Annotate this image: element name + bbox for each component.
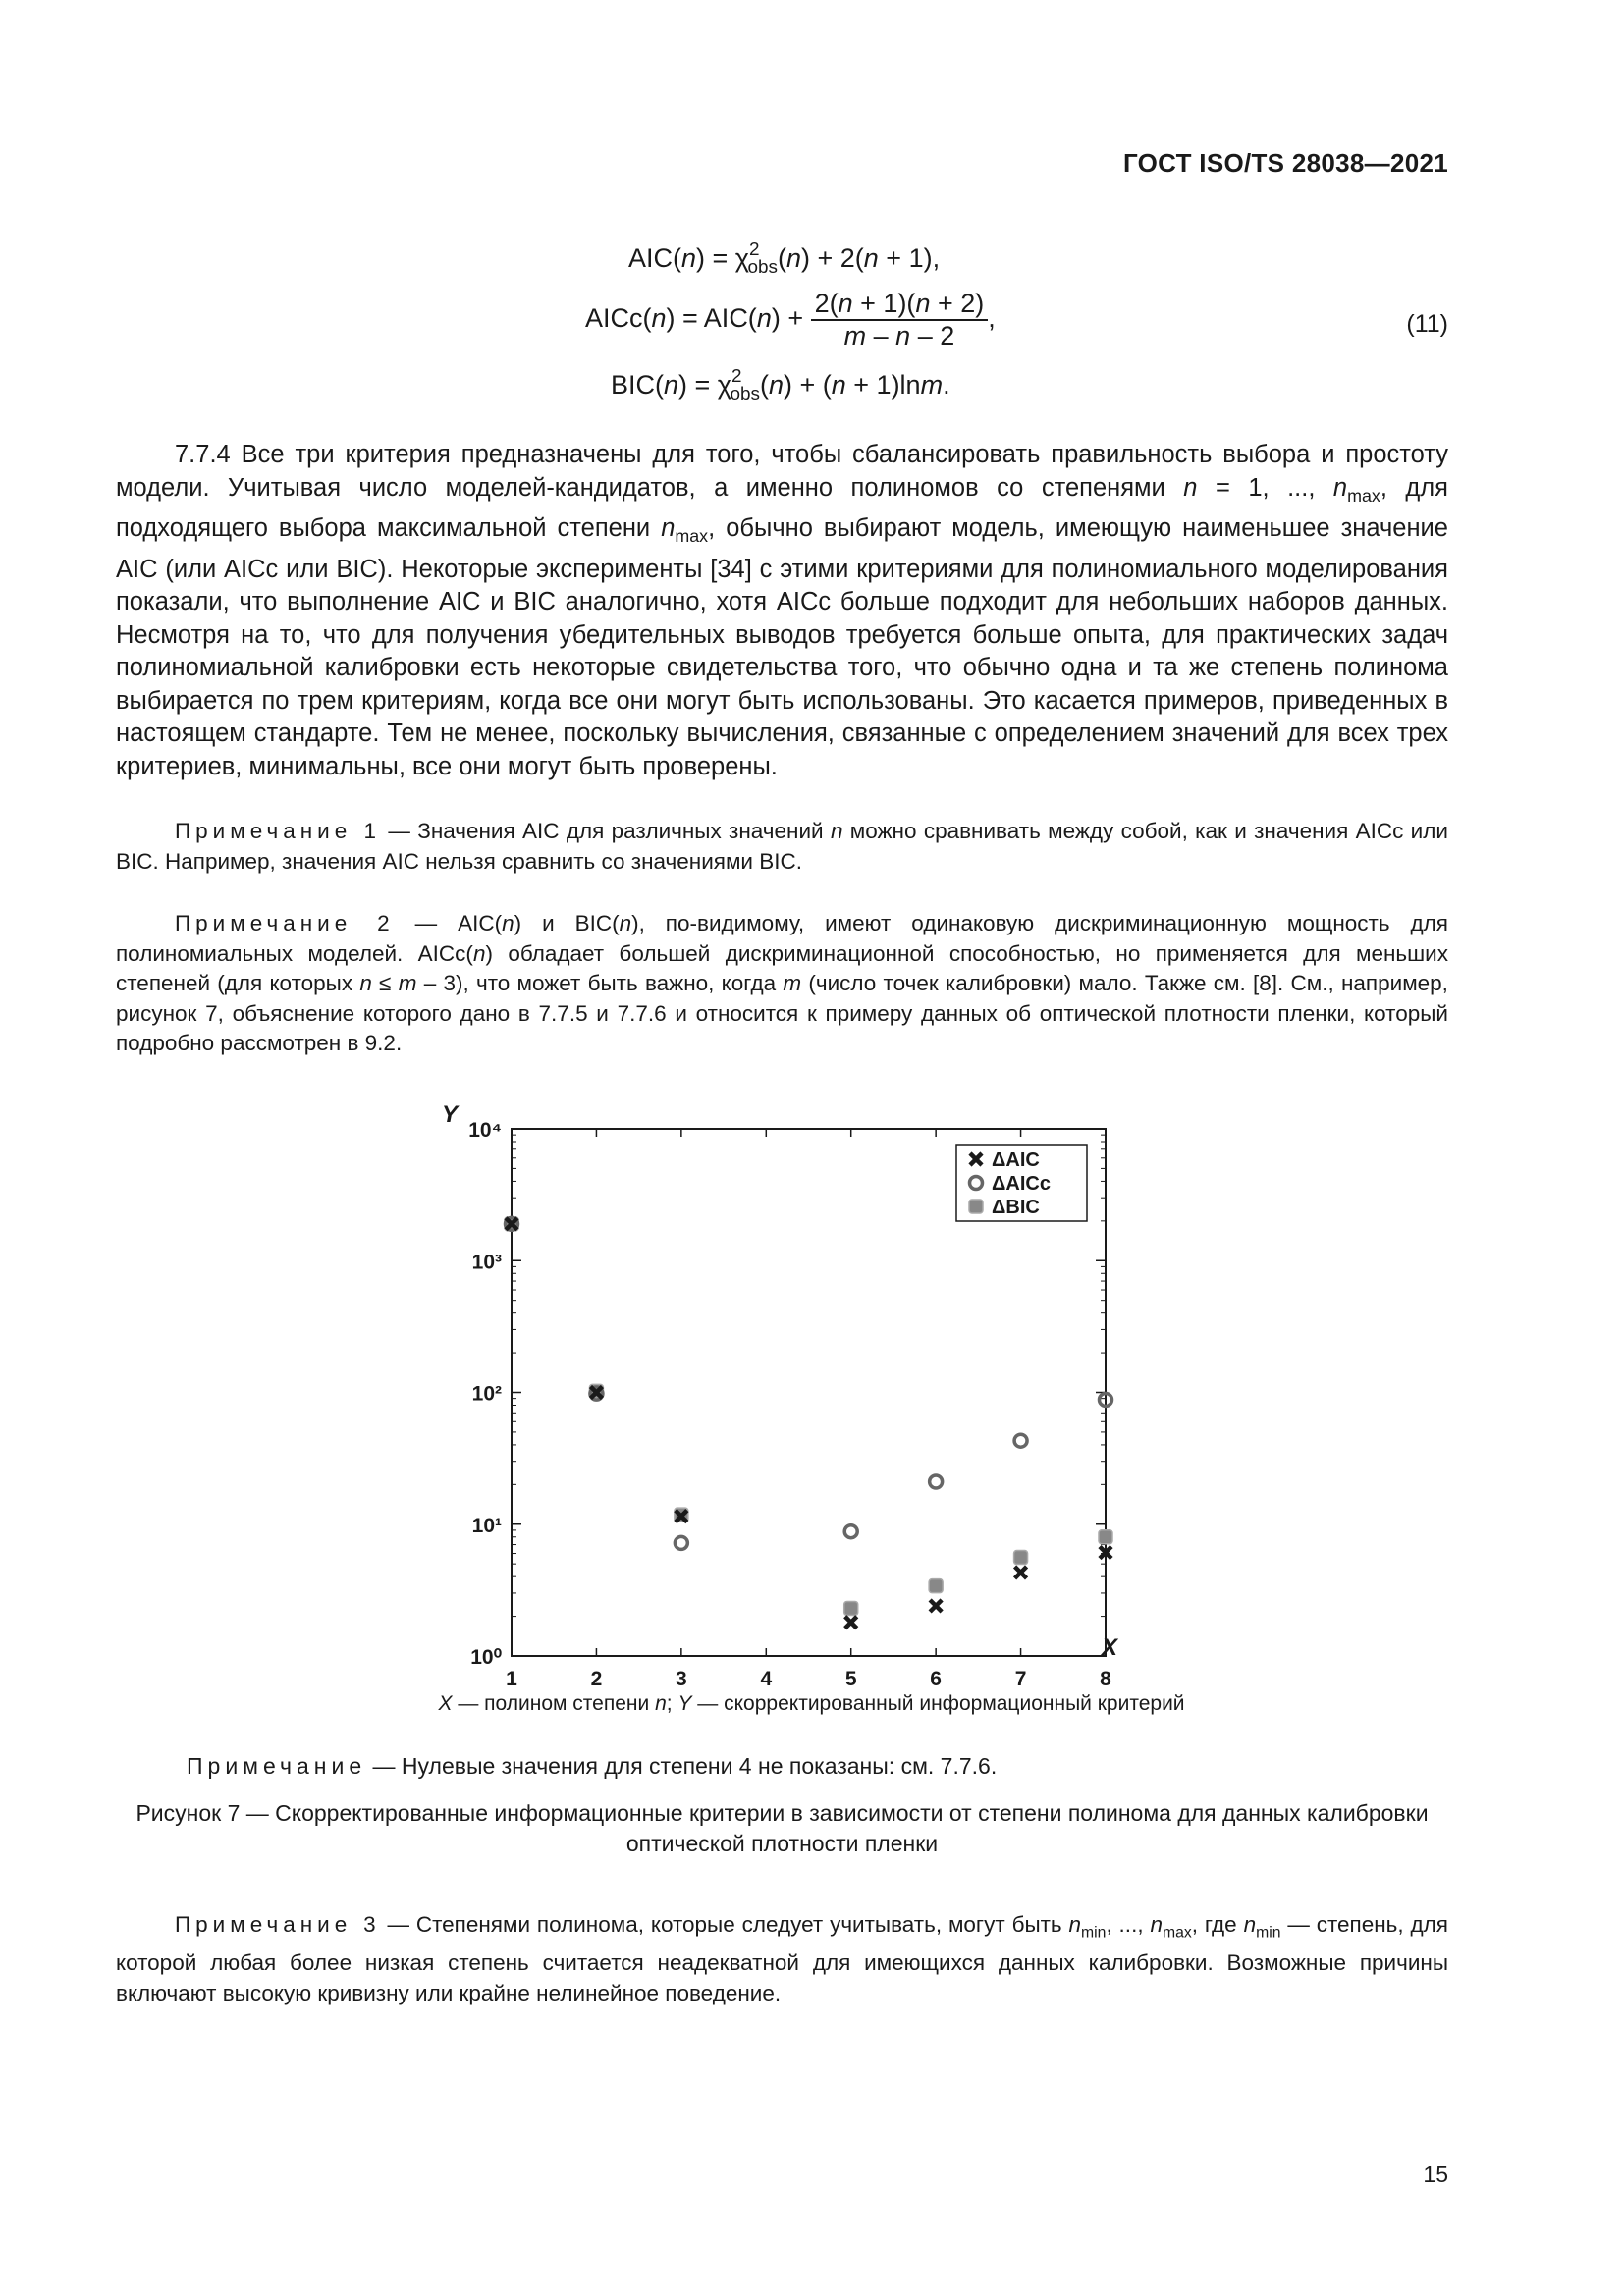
x-tick-label: 8 xyxy=(1100,1668,1111,1690)
equation-aic: $AIC(n) = \chi^2_{obs}(n) + 2(n + 1)$, xyxy=(628,240,941,279)
figure-note: Примечание — Нулевые значения для степени 4 не показаны: см. 7.7.6. xyxy=(187,1753,998,1779)
legend-label: ΔBIC xyxy=(992,1197,1040,1218)
legend-label: ΔAIC xyxy=(992,1149,1040,1171)
data-point-square xyxy=(929,1579,943,1593)
note-2: Примечание 2 — AIC(n) и BIC(n), по-видимому, имеют одинаковую дискриминационную мощность для полиномиальных моделей. AICc(n) обладает большей дискриминационной способностью, но применяется для меньших степеней (для которых n ≤ m – 3), что может быть важно, когда m (число точек калибровки) мало. Также см. [8]. См., например, рисунок 7, объяснение которого дано в 7.7.5 и 7.7.6 и относится к примеру данных об оптической плотности пленки, который подробно рассмотрен в 9.2. xyxy=(116,911,1448,1055)
paragraph-7-7-4: 7.7.4 Все три критерия предназначены для того, чтобы сбалансировать правильность выбора и простоту модели. Учитывая число моделей-кандидатов, а именно полиномов со степенями n = 1, ..., $n_{max}$, для подходящего выбора максимальной степени $n_{max}$, обычно выбирают модель, имеющую наименьшее значение AIC (или AICc или BIC). Некоторые эксперименты [34] с этими критериями для полиномиального моделирования показали, что выполнение AIC и BIC аналогично, хотя AICc больше подходит для небольших наборов данных. Несмотря на то, что для получения убедительных выводов требуется больше опыта, для практических задач полиномиальной калибровки есть некоторые свидетельства того, что обычно одна и та же степень полинома выбирается по трем критериям, когда все они могут быть использованы. Это касается примеров, приведенных в настоящем стандарте. Тем не менее, поскольку вычисления, связанные с определением значений для всех трех критериев, минимальны, все они могут быть проверены. xyxy=(116,441,1448,780)
page-number: 15 xyxy=(1423,2162,1448,2187)
information-criteria-chart xyxy=(393,1088,1178,1690)
document-standard-header: ГОСТ ISO/TS 28038—2021 xyxy=(1122,148,1448,178)
y-tick-label: 10² xyxy=(471,1382,502,1406)
legend-marker xyxy=(969,1200,983,1213)
figure-axis-caption: X — полином степени n; Y — скорректированный информационный критерий xyxy=(438,1692,1185,1715)
data-point-circle xyxy=(1014,1434,1027,1447)
x-tick-label: 5 xyxy=(844,1668,857,1690)
x-tick-label: 3 xyxy=(676,1668,687,1690)
data-point-circle xyxy=(930,1475,943,1488)
x-axis-label: X xyxy=(1102,1634,1118,1661)
data-point-square xyxy=(844,1601,858,1615)
data-point-square xyxy=(1099,1530,1112,1544)
data-point-square xyxy=(1014,1551,1028,1565)
equation-aicc: AICc(n) = AIC(n) + $\frac{2(n + 1)(n + 2)}{m - n - 2}$ , xyxy=(585,289,996,350)
note-1: Примечание 1 — Значения AIC для различных значений n можно сравнивать между собой, как и значения AICc или BIC. Например, значения AIC нельзя сравнить со значениями BIC. xyxy=(116,819,1448,874)
data-point-circle xyxy=(844,1525,857,1538)
data-point-x xyxy=(845,1617,857,1629)
y-tick-label: 10⁴ xyxy=(468,1119,502,1142)
data-point-x xyxy=(1015,1567,1027,1578)
x-tick-label: 4 xyxy=(760,1668,773,1690)
equation-bic: $BIC(n) = \chi^2_{obs}(n) + (n + 1)\ln m$. xyxy=(611,366,950,405)
x-tick-label: 7 xyxy=(1014,1668,1027,1690)
figure-title: Рисунок 7 — Скорректированные информационные критерии в зависимости от степени полинома для данных калибровки оптической плотности пленки xyxy=(135,1800,1429,1856)
equation-number: (11) xyxy=(1406,310,1448,338)
data-point-circle xyxy=(675,1536,687,1549)
y-tick-label: 10³ xyxy=(471,1251,502,1274)
note-3: Примечание 3 — Степенями полинома, которые следует учитывать, могут быть $n_{min}$, ..., $n_{max}$, где $n_{min}$ — степень, для которой любая более низкая степень считается неадекватной для имеющихся данных калибровки. Возможные причины включают высокую кривизну или крайне нелинейное поведение. xyxy=(116,1912,1448,2005)
legend-label: ΔAICc xyxy=(992,1173,1051,1195)
y-axis-label: Y xyxy=(442,1101,459,1128)
x-tick-label: 1 xyxy=(506,1668,517,1690)
x-tick-label: 2 xyxy=(590,1668,603,1690)
data-point-x xyxy=(930,1600,942,1612)
y-tick-label: 10⁰ xyxy=(470,1646,502,1669)
x-tick-label: 6 xyxy=(930,1668,942,1690)
y-tick-label: 10¹ xyxy=(471,1514,502,1537)
